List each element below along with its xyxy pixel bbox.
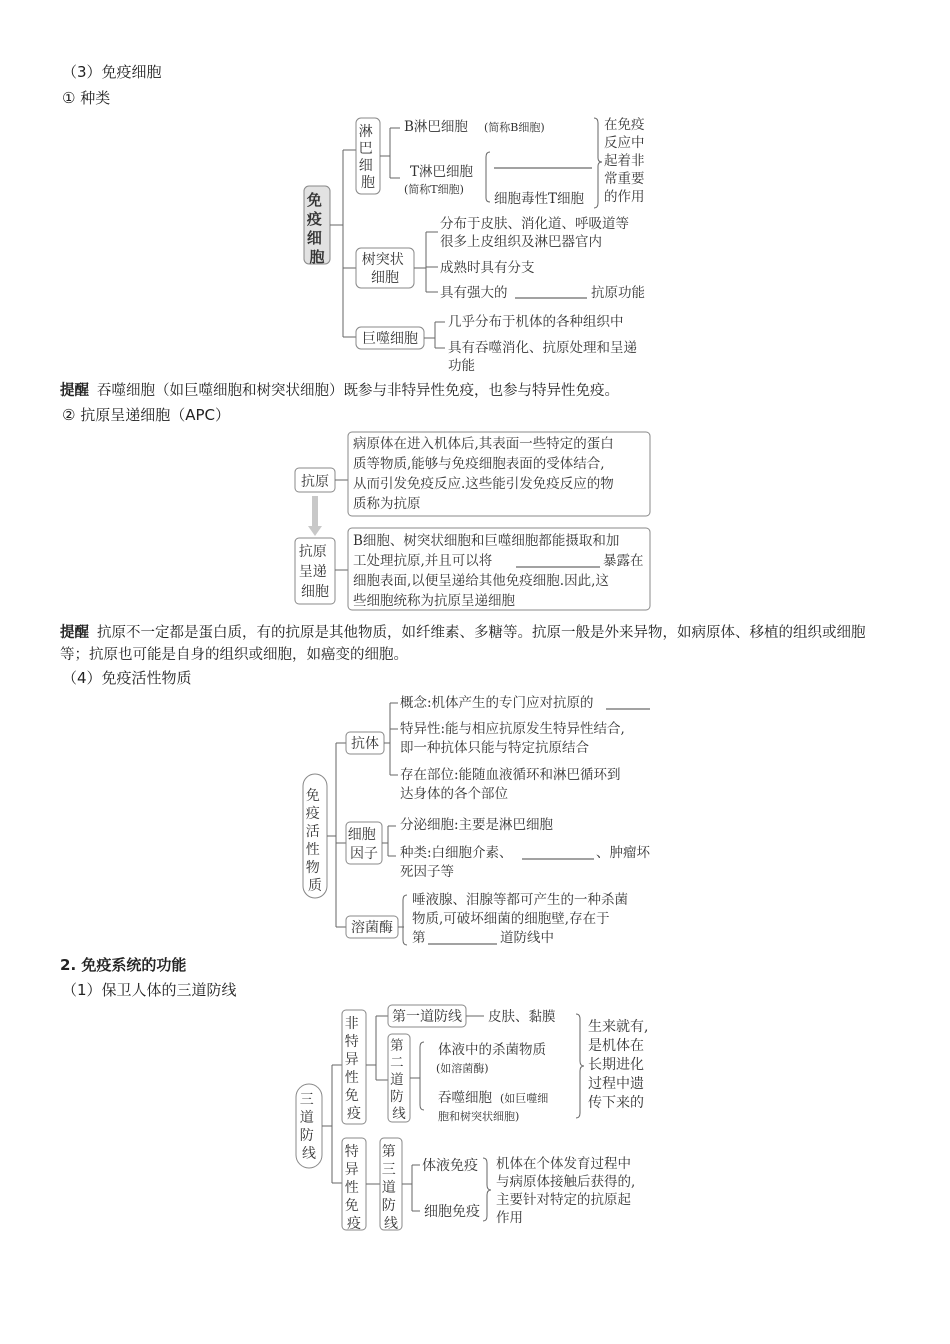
humoral-immunity-label: 体液免疫	[422, 1158, 478, 1174]
apc-definition-line3: 细胞表面,以便呈递给其他免疫细胞.因此,这	[353, 573, 609, 589]
section-immune-function-title: 2. 免疫系统的功能	[60, 956, 187, 974]
antigen-label: 抗原	[301, 474, 329, 490]
second-line-label: 第 二 道 防 线	[390, 1038, 406, 1122]
cellular-immunity-label: 细胞免疫	[424, 1204, 480, 1220]
third-line-label: 第 三 道 防 线	[381, 1144, 398, 1232]
antibody-location-text: 存在部位:能随血液循环和淋巴循环到 达身体的各个部位	[400, 767, 621, 802]
cytokine-label: 细胞 因子	[347, 827, 378, 862]
active-root-label: 免 疫 活 性 物 质	[305, 788, 322, 894]
lysozyme-line3-pre: 第	[412, 930, 426, 946]
macrophage-distribution-text: 几乎分布于机体的各种组织中	[448, 314, 624, 330]
tip-antigen: 提醒 抗原不一定都是蛋白质，有的抗原是其他物质，如纤维素、多糖等。抗原一般是外来异物，如病原体、移植的组织或细胞等；抗原也可能是自身的组织或细胞，如癌变的细胞。	[60, 625, 866, 663]
root-label: 免 疫 细 胞	[306, 191, 325, 266]
second-line-item-a: 体液中的杀菌物质	[438, 1042, 546, 1058]
lysozyme-line1: 唾液腺、泪腺等都可产生的一种杀菌	[412, 892, 628, 908]
subsection-types-title: ① 种类	[62, 89, 111, 107]
specific-label: 特 异 性 免 疫	[344, 1144, 361, 1232]
apc-definition-line4: 些细胞统称为抗原呈递细胞	[353, 593, 515, 609]
lysozyme-label: 溶菌酶	[351, 920, 393, 936]
apc-definition-line1: B细胞、树突状细胞和巨噬细胞都能摄取和加	[353, 533, 620, 549]
macrophage-label: 巨噬细胞	[362, 331, 418, 347]
subsection-apc-title: ② 抗原呈递细胞（APC）	[62, 406, 230, 424]
lysozyme-line3-post: 道防线中	[500, 930, 554, 946]
cytokine-types-pre: 种类:白细胞介素、	[400, 845, 513, 861]
subsection-three-lines-title: （1）保卫人体的三道防线	[62, 981, 237, 999]
lymphocyte-role-text: 在免疫 反应中 起着非 常重要 的作用	[604, 117, 645, 205]
three-lines-root-label: 三 道 防 线	[299, 1092, 316, 1162]
cytotoxic-t-cell-label: 细胞毒性T细胞	[494, 191, 585, 207]
antigen-definition-text: 病原体在进入机体后,其表面一些特定的蛋白 质等物质,能够与免疫细胞表面的受体结合, 从而引发免疫反应.这些能引发免疫反应的物 质称为抗原	[353, 436, 614, 512]
t-cell-label: T淋巴细胞	[410, 164, 474, 180]
innate-description: 生来就有, 是机体在 长期进化 过程中遗 传下来的	[588, 1019, 649, 1111]
second-line-item-b: 吞噬细胞	[438, 1090, 492, 1106]
dendritic-branch-text: 成熟时具有分支	[440, 260, 535, 276]
antibody-specificity-text: 特异性:能与相应抗原发生特异性结合, 即一种抗体只能与特定抗原结合	[400, 721, 625, 756]
nonspecific-label: 非 特 异 性 免 疫	[344, 1016, 361, 1122]
first-line-desc: 皮肤、黏膜	[488, 1009, 556, 1025]
t-cell-note: (简称T细胞)	[404, 183, 464, 196]
macrophage-function-text: 具有吞噬消化、抗原处理和呈递 功能	[448, 340, 637, 374]
cytokine-types-line2: 死因子等	[400, 864, 454, 880]
dendritic-function-post: 抗原功能	[591, 285, 645, 301]
b-cell-note: (简称B细胞)	[484, 121, 545, 134]
cytokine-source-text: 分泌细胞:主要是淋巴细胞	[400, 817, 554, 833]
cytokine-types-post: 、肿瘤坏	[596, 845, 650, 861]
dendritic-distribution-text: 分布于皮肤、消化道、呼吸道等 很多上皮组织及淋巴器官内	[440, 216, 629, 250]
section-immune-cells-title: （3）免疫细胞	[62, 63, 162, 81]
lymphocyte-label: 淋 巴 细 胞	[358, 124, 375, 191]
second-line-item-b-note1: (如巨噬细	[500, 1092, 549, 1105]
tip-phagocytes: 提醒 吞噬细胞（如巨噬细胞和树突状细胞）既参与非特异性免疫，也参与特异性免疫。	[60, 383, 619, 399]
second-line-item-b-note2: 胞和树突状细胞)	[438, 1110, 520, 1123]
second-line-item-a-note: (如溶菌酶)	[436, 1062, 489, 1075]
acquired-description: 机体在个体发育过程中 与病原体接触后获得的, 主要针对特定的抗原起 作用	[496, 1156, 636, 1226]
dendritic-function-pre: 具有强大的	[440, 285, 508, 301]
apc-definition-line2-pre: 工处理抗原,并且可以将	[353, 553, 493, 569]
antibody-label: 抗体	[351, 736, 379, 752]
apc-label: 抗原 呈递 细胞	[298, 544, 329, 600]
antibody-concept-text: 概念:机体产生的专门应对抗原的	[400, 695, 594, 711]
first-line-label: 第一道防线	[392, 1009, 462, 1025]
dendritic-cell-label: 树突状 细胞	[361, 252, 404, 286]
lysozyme-line2: 物质,可破坏细菌的细胞壁,存在于	[412, 911, 610, 927]
b-cell-label: B淋巴细胞	[404, 119, 468, 135]
section-active-substances-title: （4）免疫活性物质	[62, 669, 192, 687]
apc-definition-line2-post: 暴露在	[603, 553, 644, 569]
